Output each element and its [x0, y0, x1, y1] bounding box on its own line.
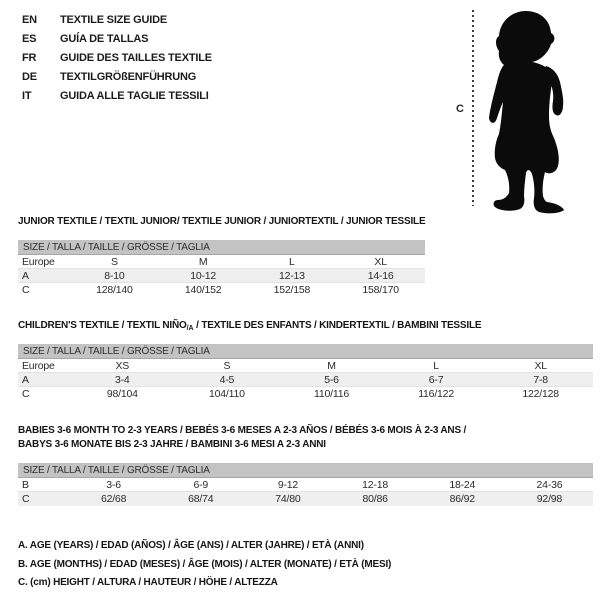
age-cell: 7-8 — [533, 374, 548, 386]
junior-size-table — [18, 240, 425, 297]
language-row-de — [22, 68, 212, 87]
height-cell: 62/68 — [100, 493, 127, 505]
children-size-header-bar: SIZE / TALLA / TAILLE / GRÖSSE / TAGLIA — [18, 344, 593, 359]
language-title: GUIDE DES TAILLES TEXTILE — [60, 52, 212, 64]
language-row-es — [22, 30, 212, 49]
age-cell: 18-24 — [449, 479, 476, 491]
height-cell: 104/110 — [209, 388, 245, 400]
language-title: GUIDA ALLE TAGLIE TESSILI — [60, 90, 209, 102]
table-row-age-months — [18, 478, 593, 492]
row-label: B — [22, 479, 29, 491]
table-row-age — [18, 269, 425, 283]
height-cell: 152/158 — [273, 284, 311, 296]
language-title: GUÍA DE TALLAS — [60, 33, 149, 45]
row-label: C — [22, 388, 30, 400]
size-cell: S — [223, 360, 231, 372]
row-label: A — [22, 374, 29, 386]
age-cell: 12-13 — [278, 270, 305, 282]
age-cell: 24-36 — [536, 479, 563, 491]
height-cell: 122/128 — [522, 388, 559, 400]
size-cell: S — [110, 256, 118, 268]
table-row-height — [18, 387, 593, 401]
language-row-it — [22, 87, 212, 106]
baby-body-shape — [489, 11, 564, 213]
height-cell: 140/152 — [184, 284, 222, 296]
children-size-table — [18, 344, 593, 401]
age-cell: 4-5 — [219, 374, 235, 386]
language-title: TEXTILGRÖßENFÜHRUNG — [60, 71, 197, 83]
language-code: FR — [22, 52, 37, 64]
size-cell: XL — [374, 256, 387, 268]
language-row-fr — [22, 49, 212, 68]
children-section-title — [18, 320, 481, 332]
language-code: DE — [22, 71, 37, 83]
children-title-subscript: /A — [186, 325, 194, 332]
babies-section-title-line1: BABIES 3-6 MONTH TO 2-3 YEARS / BEBÉS 3-6 MESES A 2-3 AÑOS / BÉBÉS 3-6 MOIS À 2-3 ANS / — [18, 425, 467, 436]
language-code: IT — [22, 90, 32, 102]
age-cell: 8-10 — [104, 270, 125, 282]
junior-section-title: JUNIOR TEXTILE / TEXTIL JUNIOR/ TEXTILE JUNIOR / JUNIORTEXTIL / JUNIOR TESSILE — [18, 216, 426, 227]
baby-silhouette-image — [484, 6, 588, 216]
babies-section-title-line2: BABYS 3-6 MONATE BIS 2-3 JAHRE / BAMBINI 3-6 MESI A 2-3 ANNI — [18, 439, 326, 450]
age-cell: 6-9 — [193, 479, 209, 491]
table-row-europe — [18, 359, 593, 373]
size-cell: M — [198, 256, 208, 268]
age-cell: 6-7 — [428, 374, 444, 386]
height-cell: 128/140 — [96, 284, 133, 296]
height-cell: 110/116 — [313, 388, 349, 400]
size-cell: L — [289, 256, 295, 268]
size-cell: M — [327, 360, 336, 372]
size-cell: XL — [534, 360, 547, 372]
row-label: Europe — [22, 256, 55, 268]
table-row-height — [18, 283, 425, 297]
height-measure-line — [472, 10, 474, 206]
height-cell: 92/98 — [536, 493, 563, 505]
age-cell: 5-6 — [324, 374, 339, 386]
table-row-europe — [18, 255, 425, 269]
children-title-post: / TEXTILE DES ENFANTS / KINDERTEXTIL / BAMBINI TESSILE — [193, 320, 482, 331]
age-cell: 3-6 — [106, 479, 121, 491]
language-title: TEXTILE SIZE GUIDE — [60, 14, 168, 26]
language-code: ES — [22, 33, 37, 45]
children-title-pre: CHILDREN'S TEXTILE / TEXTIL NIÑO — [18, 320, 187, 331]
babies-size-table — [18, 463, 593, 506]
footnote-b: B. AGE (MONTHS) / EDAD (MESES) / ÂGE (MOIS) / ALTER (MONATE) / ETÀ (MESI) — [18, 558, 392, 570]
junior-size-header-bar: SIZE / TALLA / TAILLE / GRÖSSE / TAGLIA — [18, 240, 425, 255]
language-code: EN — [22, 14, 37, 26]
footnote-a: A. AGE (YEARS) / EDAD (AÑOS) / ÂGE (ANS) / ALTER (JAHRE) / ETÀ (ANNI) — [18, 540, 364, 551]
size-cell: L — [433, 360, 439, 372]
age-cell: 3-4 — [115, 374, 130, 386]
age-cell: 10-12 — [190, 270, 217, 282]
height-cell: 98/104 — [106, 388, 138, 400]
age-cell: 12-18 — [362, 479, 389, 491]
age-cell: 9-12 — [277, 479, 299, 491]
height-cell: 116/122 — [418, 388, 454, 400]
legend-footnotes — [18, 537, 391, 593]
height-cell: 158/170 — [362, 284, 399, 296]
language-row-en — [22, 11, 212, 30]
row-label: C — [22, 284, 30, 296]
row-label: Europe — [22, 360, 55, 372]
language-guide — [22, 11, 212, 106]
height-cell: 68/74 — [188, 493, 214, 505]
row-label: A — [22, 270, 29, 282]
height-cell: 86/92 — [449, 493, 475, 505]
row-label: C — [22, 493, 30, 505]
height-cell: 74/80 — [275, 493, 301, 505]
table-row-age — [18, 373, 593, 387]
height-measure-label: C — [456, 103, 464, 115]
size-cell: XS — [115, 360, 130, 372]
footnote-c: C. (cm) HEIGHT / ALTURA / HAUTEUR / HÖHE / ALTEZZA — [18, 577, 278, 588]
babies-size-header-bar: SIZE / TALLA / TAILLE / GRÖSSE / TAGLIA — [18, 463, 593, 478]
age-cell: 14-16 — [367, 270, 394, 282]
table-row-height — [18, 492, 593, 506]
height-cell: 80/86 — [362, 493, 388, 505]
